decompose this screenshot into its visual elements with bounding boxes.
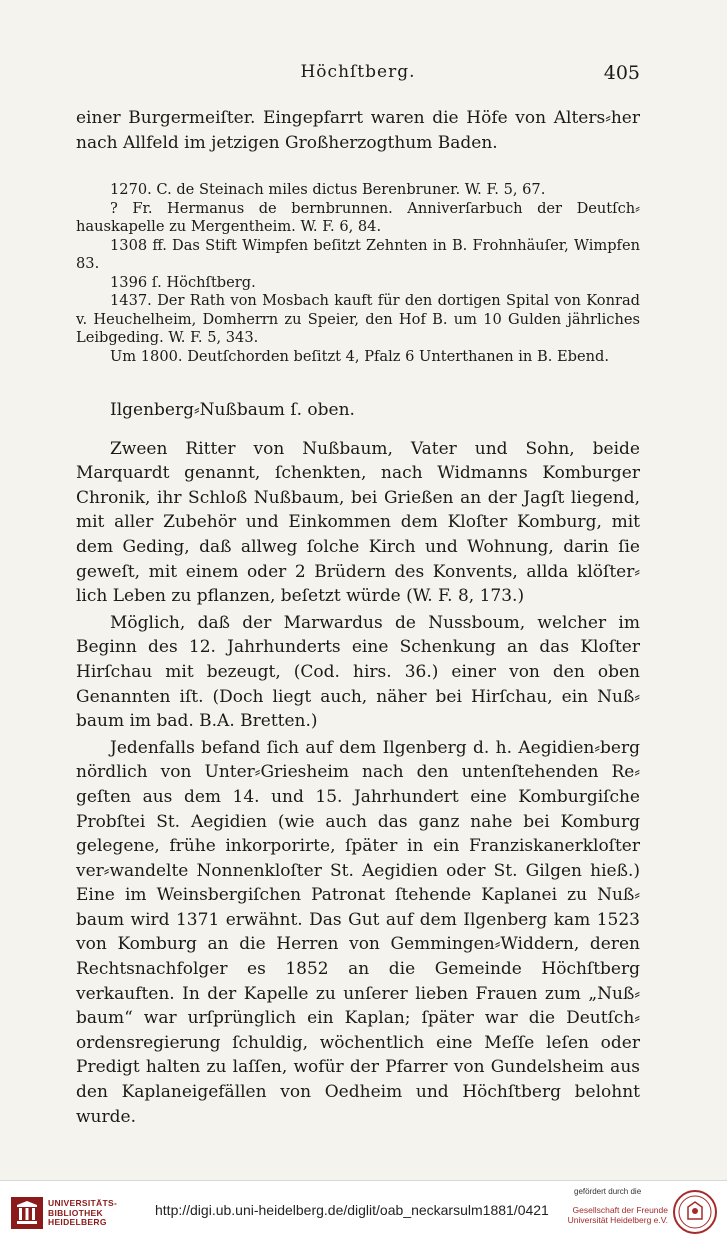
permalink-url[interactable]: http://digi.ub.uni-heidelberg.de/diglit/oab_neckarsulm1881/0421	[155, 1202, 549, 1218]
page-number: 405	[603, 62, 640, 84]
page-header	[76, 62, 640, 86]
intro-paragraph	[76, 106, 640, 155]
running-title: Höchſtberg.	[300, 62, 416, 82]
society-name: Gesellschaft der Freunde Universität Heidelberg e.V.	[567, 1205, 668, 1225]
cross-reference: Ilgenberg⸗Nußbaum ſ. oben.	[110, 400, 355, 420]
note-1437: 1437. Der Rath von Mosbach kauft für den dortigen Spital von Konrad v. Heuchelheim, Domherrn zu Speier, den Hof B. um 10 Gulden jährliches Leibgeding. W. F. 5, 343.	[76, 292, 640, 346]
promoted-by-label: gefördert durch die	[574, 1187, 642, 1196]
note-hermanus: ? Fr. Hermanus de bernbrunnen. Anniverſarbuch der Deutſch⸗hauskapelle zu Mergentheim. W. F. 6, 84.	[76, 199, 640, 235]
digitization-footer	[0, 1180, 727, 1242]
paragraph-2: Möglich, daß der Marwardus de Nussboum, welcher im Beginn des 12. Jahrhunderts eine Schenkung an das Kloſter Hirſchau mit bezeugt, (Cod. hirs. 36.) einer von den oben Genannten iſt. (Doch liegt auch, näher bei Hirſchau, ein Nuß⸗baum im bad. B.A. Bretten.)	[76, 612, 640, 732]
note-1800: Um 1800. Deutſchorden beſitzt 4, Pfalz 6 Unterthanen in B. Ebend.	[110, 347, 609, 365]
library-name: UNIVERSITÄTS- BIBLIOTHEK HEIDELBERG	[48, 1198, 118, 1227]
intro-text: einer Burgermeiſter. Eingepfarrt waren die Höfe von Alters⸗her nach Allfeld im jetzigen Großherzogthum Baden.	[76, 108, 640, 153]
paragraph-3: Jedenfalls befand ſich auf dem Ilgenberg d. h. Aegidien⸗berg nördlich von Unter⸗Griesheim nach den untenſtehenden Re⸗geſten aus dem 14. und 15. Jahrhundert eine Komburgiſche Probſtei St. Aegidien (wie auch das ganz nahe bei Komburg gelegene, frühe inkorporirte, ſpäter in ein Franziskanerkloſter ver⸗wandelte Nonnenkloſter St. Aegidien oder St. Gilgen hieß.) Eine im Weinsbergiſchen Patronat ſtehende Kaplanei zu Nuß⸗baum wird 1371 erwähnt. Das Gut auf dem Ilgenberg kam 1523 von Komburg an die Herren von Gemmingen⸗Widdern, deren Rechtsnachfolger es 1852 an die Gemeinde Höchſtberg verkauften. In der Kapelle zu unſerer lieben Frauen zum „Nuß⸗baum“ war urſprünglich ein Kaplan; ſpäter war die Deutſch⸗ordensregierung ſchuldig, wöchentlich eine Meſſe leſen oder Predigt halten zu laſſen, wofür der Pfarrer von Gundelsheim aus den Kaplaneigefällen von Oedheim und Höchſtberg belohnt wurde.	[76, 737, 640, 1127]
paragraph-1: Zween Ritter von Nußbaum, Vater und Sohn, beide Marquardt genannt, ſchenkten, nach Widmanns Komburger Chronik, ihr Schloß Nußbaum, bei Grießen an der Jagſt liegend, mit aller Zubehör und Einkommen dem Kloſter Komburg, mit dem Geding, daß allweg ſolche Kirch und Wohnung, darin ſie geweſt, mit einem oder 2 Brüdern des Konvents, allda klöſter⸗lich Leben zu pflanzen, beſetzt würde (W. F. 8, 173.)	[76, 438, 640, 607]
note-1396: 1396 ſ. Höchſtberg.	[110, 273, 256, 291]
society-seal-icon	[672, 1189, 718, 1235]
note-1270: 1270. C. de Steinach miles dictus Berenbruner. W. F. 5, 67.	[110, 181, 546, 198]
university-library-logo-icon	[10, 1196, 44, 1230]
note-1308: 1308 ff. Das Stift Wimpfen beſitzt Zehnten in B. Frohnhäuſer, Wimpfen 83.	[76, 236, 640, 272]
notes-block	[76, 181, 640, 366]
section-nussbaum	[76, 398, 640, 1129]
